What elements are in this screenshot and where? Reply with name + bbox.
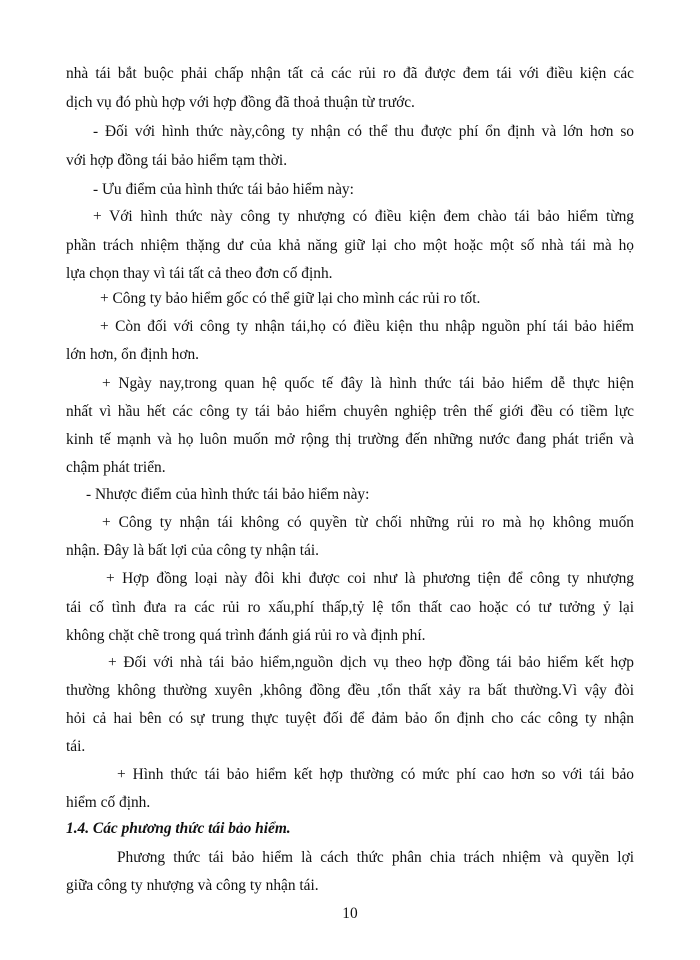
text-line: giữa công ty nhượng và công ty nhận tái. — [66, 877, 319, 894]
text-line: + Còn đối với công ty nhận tái,họ có điều kiện thu nhập nguồn phí tái bảo hiểm — [100, 318, 634, 335]
text-line: không chặt chẽ trong quá trình đánh giá rủi ro và định phí. — [66, 627, 426, 644]
text-line: + Công ty nhận tái không có quyền từ chối những rủi ro mà họ không muốn — [102, 514, 634, 531]
page-number: 10 — [342, 905, 358, 922]
text-line: - Đối với hình thức này,công ty nhận có thể thu được phí ổn định và lớn hơn so — [93, 123, 634, 140]
text-line: lựa chọn thay vì tái tất cả theo đơn cố định. — [66, 265, 333, 282]
text-line: nhận. Đây là bất lợi của công ty nhận tái. — [66, 542, 320, 559]
text-line: nhà tái bắt buộc phải chấp nhận tất cả các rủi ro đã được đem tái với điều kiện các — [66, 65, 634, 82]
text-line: hỏi cả hai bên có sự trung thực tuyệt đối để đảm bảo ổn định cho các công ty nhận — [66, 710, 634, 727]
text-line: tái. — [66, 738, 86, 755]
text-line: thường không thường xuyên ,không đồng đều ,tổn thất xảy ra bất thường.Vì vậy đòi — [66, 682, 634, 699]
text-line: + Hình thức tái bảo hiểm kết hợp thường có mức phí cao hơn so với tái bảo — [117, 766, 634, 783]
text-line: tái cố tình đưa ra các rủi ro xấu,phí thấp,tỷ lệ tổn thất cao hoặc có tư tưởng ỷ lại — [66, 599, 634, 616]
text-line: + Công ty bảo hiểm gốc có thể giữ lại cho mình các rủi ro tốt. — [100, 290, 481, 307]
text-line: hiểm cố định. — [66, 794, 151, 811]
text-line: - Ưu điểm của hình thức tái bảo hiểm này: — [93, 181, 354, 198]
text-line: phần trách nhiệm thặng dư của khả năng giữ lại cho một hoặc một số nhà tái mà họ — [66, 237, 634, 254]
text-line: + Ngày nay,trong quan hệ quốc tế đây là hình thức tái bảo hiểm dễ thực hiện — [102, 375, 634, 392]
text-line: + Hợp đồng loại này đôi khi được coi như là phương tiện để công ty nhượng — [106, 570, 634, 587]
text-line: chậm phát triển. — [66, 459, 166, 476]
text-line: + Đối với nhà tái bảo hiểm,nguồn dịch vụ theo hợp đồng tái bảo hiểm kết hợp — [108, 654, 634, 671]
section-heading: 1.4. Các phương thức tái bảo hiểm. — [66, 820, 291, 837]
text-line: lớn hơn, ổn định hơn. — [66, 346, 200, 363]
text-line: + Với hình thức này công ty nhượng có điều kiện đem chào tái bảo hiểm từng — [93, 208, 634, 225]
text-line: với hợp đồng tái bảo hiểm tạm thời. — [66, 152, 288, 169]
text-line: Phương thức tái bảo hiểm là cách thức phân chia trách nhiệm và quyền lợi — [117, 849, 634, 866]
text-line: - Nhược điểm của hình thức tái bảo hiểm này: — [86, 486, 370, 503]
text-line: dịch vụ đó phù hợp với hợp đồng đã thoả thuận từ trước. — [66, 94, 415, 111]
text-line: kinh tế mạnh và họ luôn muốn mở rộng thị trường đến những nước đang phát triển và — [66, 431, 634, 448]
text-line: nhất vì hầu hết các công ty tái bảo hiểm chuyên nghiệp trên thế giới đều có tiềm lực — [66, 403, 634, 420]
